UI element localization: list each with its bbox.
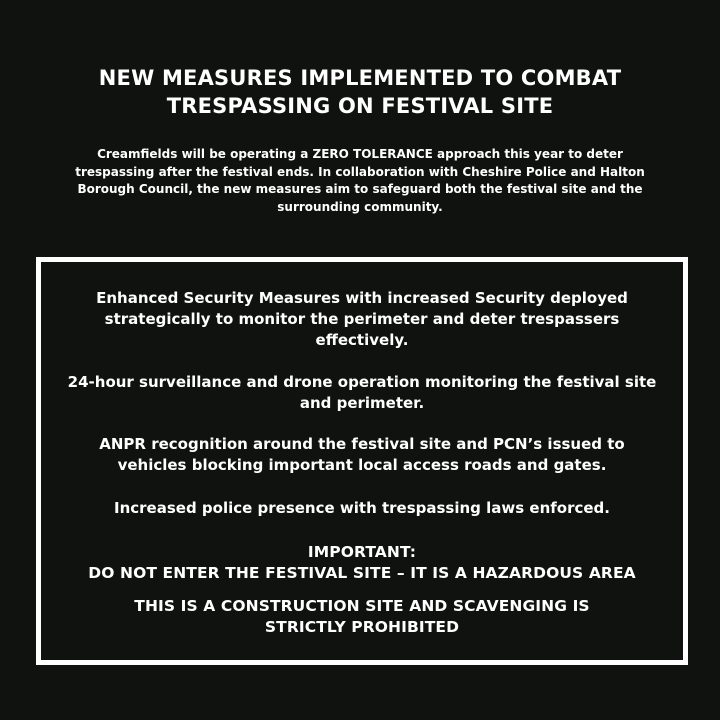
measure-security xyxy=(41,288,683,351)
measure-surveillance-line-2: and perimeter. xyxy=(299,394,425,412)
measures-box xyxy=(36,257,688,665)
measure-police xyxy=(41,498,683,519)
measure-surveillance-line-1: 24-hour surveillance and drone operation monitoring the festival site xyxy=(67,373,657,391)
measure-anpr xyxy=(41,434,683,476)
measure-anpr-line-2: vehicles blocking important local access roads and gates. xyxy=(117,456,607,474)
construction-notice xyxy=(41,596,683,638)
important-heading: IMPORTANT: xyxy=(307,543,417,561)
headline-line-1: NEW MEASURES IMPLEMENTED TO COMBAT xyxy=(98,66,622,90)
hazard-warning: DO NOT ENTER THE FESTIVAL SITE – IT IS A HAZARDOUS AREA xyxy=(88,564,636,582)
headline-line-2: TRESPASSING ON FESTIVAL SITE xyxy=(166,94,554,118)
intro-line-2: trespassing after the festival ends. In collaboration with Cheshire Police and Halton xyxy=(75,164,645,179)
construction-line-1: THIS IS A CONSTRUCTION SITE AND SCAVENGING IS xyxy=(134,597,590,615)
measure-anpr-line-1: ANPR recognition around the festival site and PCN’s issued to xyxy=(99,435,625,453)
measure-police-line-1: Increased police presence with trespassing laws enforced. xyxy=(114,499,610,517)
measure-security-line-1: Enhanced Security Measures with increased Security deployed xyxy=(96,289,628,307)
intro-line-4: surrounding community. xyxy=(277,199,443,214)
measure-surveillance xyxy=(41,372,683,414)
construction-line-2: STRICTLY PROHIBITED xyxy=(264,618,460,636)
intro-line-1: Creamfields will be operating a ZERO TOLERANCE approach this year to deter xyxy=(97,147,623,161)
intro-paragraph xyxy=(70,146,650,216)
important-notice xyxy=(41,542,683,584)
headline xyxy=(40,64,680,120)
measure-security-line-2: strategically to monitor the perimeter and deter trespassers xyxy=(104,310,620,328)
measure-security-line-3: effectively. xyxy=(315,331,409,349)
intro-line-3: Borough Council, the new measures aim to safeguard both the festival site and the xyxy=(77,182,643,196)
